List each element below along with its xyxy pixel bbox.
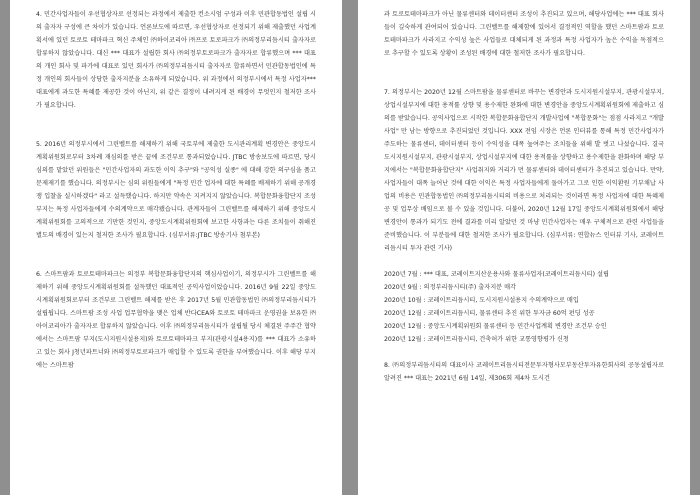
document-page-right	[358, 0, 690, 495]
timeline-item: 2020년 12월 : 중앙도시계획위원회 물류센터 등 민간사업계획 변경안 조건부 승인	[384, 323, 607, 330]
timeline-item: 2020년 12월 : 코레이트리듬시티, 건축허가 위한 교통영향평가 신청	[384, 336, 569, 343]
paragraph-6-continued: 과 토로토테마파크가 아닌 물류센터와 데이터센터 조성이 추진되고 있으며, 해당사업에는 *** 대표 회사들이 깊숙하게 관여되어 있습니다. 그린벨트를 해제함에 있어서 결정적인 역할을 했던 스마트팜과 토로토테마파크가 사라지고 수익성 높은 사업들로 대체되게 된 과정과 특정 사업자가 높은 수익을 독점적으로 추구할 수 있도록 상황이 조성된 배경에 대한 철저한 조사가 필요합니다.	[384, 11, 664, 57]
timeline-item: 2020년 10월 : 코레이트리듬시티, 도시지원시설용지 수의계약으로 매입	[384, 297, 579, 304]
paragraph-8: 8. ㈜의정부리듬시티의 대표이사 코레이트리듬시티전문투자형사모부동산투자유한회사의 공동설립자로 알려진 *** 대표는 2021년 6월 14일, 제306회 제4차 도시건	[384, 362, 664, 382]
paragraph-7: 7. 의정부시는 2020년 12월 스마트팜을 물류센터로 바꾸는 변경안과 도시지원시설부지, 관광시설부지, 상업시설부지에 대한 용적률 상향 및 용수제한 완화에 대한 변경안을 중앙도시계획위원회에 제출하고 심의를 받았습니다. 공익사업으로 시작한 복합문화융합단지 개발사업에 "복합문화"는 점점 사라지고 "개발사업" 만 남는 방향으로 추진되었던 것입니다. XXX 전임 시장은 언론 인터뷰를 통해 특정 민간사업자가 주도하는 물류센터, 데이터센터 등이 수익성을 대폭 높여주는 조치들을 위해 발 벗고 나섰습니다. 결국 도시지원시설부지, 관광시설부지, 상업시설부지에 대한 용적률을 상향하고 용수제한을 완화하며 해당 부지에서는 "복합문화융합단지" 사업취지와 거리가 먼 물류센터와 데이터센터가 추진되고 있습니다. 만약, 사업자들이 대폭 늘어난 것에 대한 이익은 특정 사업자들에게 돌아가고 그로 인한 이익환원 기부채납 사업의 비용은 민관합동법인 ㈜의정부리듬시티의 비용으로 처리되는 것이라면 특정 사업자에 대한 특혜제공 및 업무상 배임으로 볼 수 있을 것입니다. 더불어, 2020년 12월 17일 중앙도시계획위원회에서 해당 변경안이 통과가 되기도 전에 결과를 미리 알았던 것 마냥 민간사업자는 매우 구체적으로 관련 사업들을 준비했습니다. 이 부분들에 대한 철저한 조사가 필요합니다. (심부서류: 연합뉴스 인터뷰 기사, 코레이트리듬시티 투자 관련 기사)	[384, 89, 664, 252]
paragraph-6: 6. 스마트팜과 토로토테마파크는 의정부 복합문화융합단지의 핵심사업이기, 의정부시가 그린벨트를 해제하기 위해 중앙도시계획위원회를 설득했던 대표적인 공익사업이었습니다. 2016년 9월 22일 중앙도시계획위원회로부터 조건부로 그린벨트 해제를 받은 후 2017년 5월 민관합동법인 ㈜의정부리듬시티가 설립됩니다. 스마트팜 조성 사업 업무협약을 맺은 업체 반다CEA와 토로토 테마파크 운영권을 보유한 ㈜아이코리아가 출자자로 합류하지 않았습니다. 이후 ㈜의정부리듬시티가 설립될 당시 체결된 주주간 협약에서는 스마트팜 부지(도시지원시설용지)와 토로토테마파크 부지(관광시설4용지)를 *** 대표가 소유하고 있는 회사 J청년파트너와 ㈜의정부토로파크가 매입할 수 있도록 권한을 부여했습니다. 이후 해당 부지에는 스마트팜	[36, 271, 316, 369]
document-page-left	[10, 0, 342, 495]
timeline-item: 2020년 12월 : 코레이트리듬시티, 물류센터 추진 위한 투자금 60억 펀딩 성공	[384, 310, 595, 317]
paragraph-4: 4. 민간사업자들이 우선협상자로 선정되는 과정에서 제출한 컨소시엄 구성과 이후 민관합동법인 설립 시의 출자자 구성에 큰 차이가 있습니다. 언론보도에 따르면, 우선협상자로 선정되기 위해 제출했던 사업계획서에 있던 토로토 테마파크 혁신 주체인 ㈜하이코리아 ㈜프로 토로파크가 ㈜의정부리듬시티 출자자로 합류하지 않았습니다. 대신 *** 대표가 설립한 회사 ㈜의정부토로파크가 출자자로 합류했으며 *** 대표의 개인 회사 및 파가에 대표로 있던 회사가 ㈜의정부리듬시티 출자자로 합류하면서 민관합동법인에 특정 개인의 회사들이 상당한 출자지분을 소유하게 되었습니다. 위 과정에서 의정부시에서 특정 사업자***대표에게 과도한 특혜를 제공한 것이 아닌지, 위 같은 결정이 내려지게 된 배경이 무엇인지 철저한 조사가 필요합니다.	[36, 11, 316, 109]
paragraph-5: 5. 2016년 의정부시에서 그린벨트를 해제하기 위해 국토부에 제출한 도시관리계획 변경안은 중앙도시계획위원회로부터 3차례 재심의를 받은 끝에 조건부로 통과되었습니다. JTBC 방송보도에 따르면, 당시 심의를 맡았던 위원들은 "민간사업자의 과도한 이익 추구"와 "공익성 실종" 에 대해 강한 의구심을 품고 문제제기를 했습니다. 의정부시는 심의 위원들에게 "특정 민간 업자에 대한 특혜를 배제하기 위해 공개경쟁 입찰을 실시하겠다" 라고 설득했습니다. 하지만 약속은 지켜지지 않았습니다. 복합문화융합단지 조성부지는 특정 사업자들에게 수의계약으로 매각됐습니다. 관계자들이 그린벨트를 해제하기 위해 중앙도시계획위원회를 고의적으로 기만한 것인지, 중앙도시계획위원회에 보고한 사항과는 다른 조치들이 취해진 별도의 배경이 있는지 철저한 조사가 필요합니다. (심부서류:JTBC 방송기사 첨부본)	[36, 141, 316, 239]
timeline-item: 2020년 9월 : 의정부리듬시티(주) 출자지분 매각	[384, 284, 517, 291]
timeline-list	[384, 268, 664, 346]
timeline-item: 2020년 7월 : *** 대표, 코레이트지산운용사와 물류사업자(코레이트리듬시티) 설립	[384, 271, 609, 278]
